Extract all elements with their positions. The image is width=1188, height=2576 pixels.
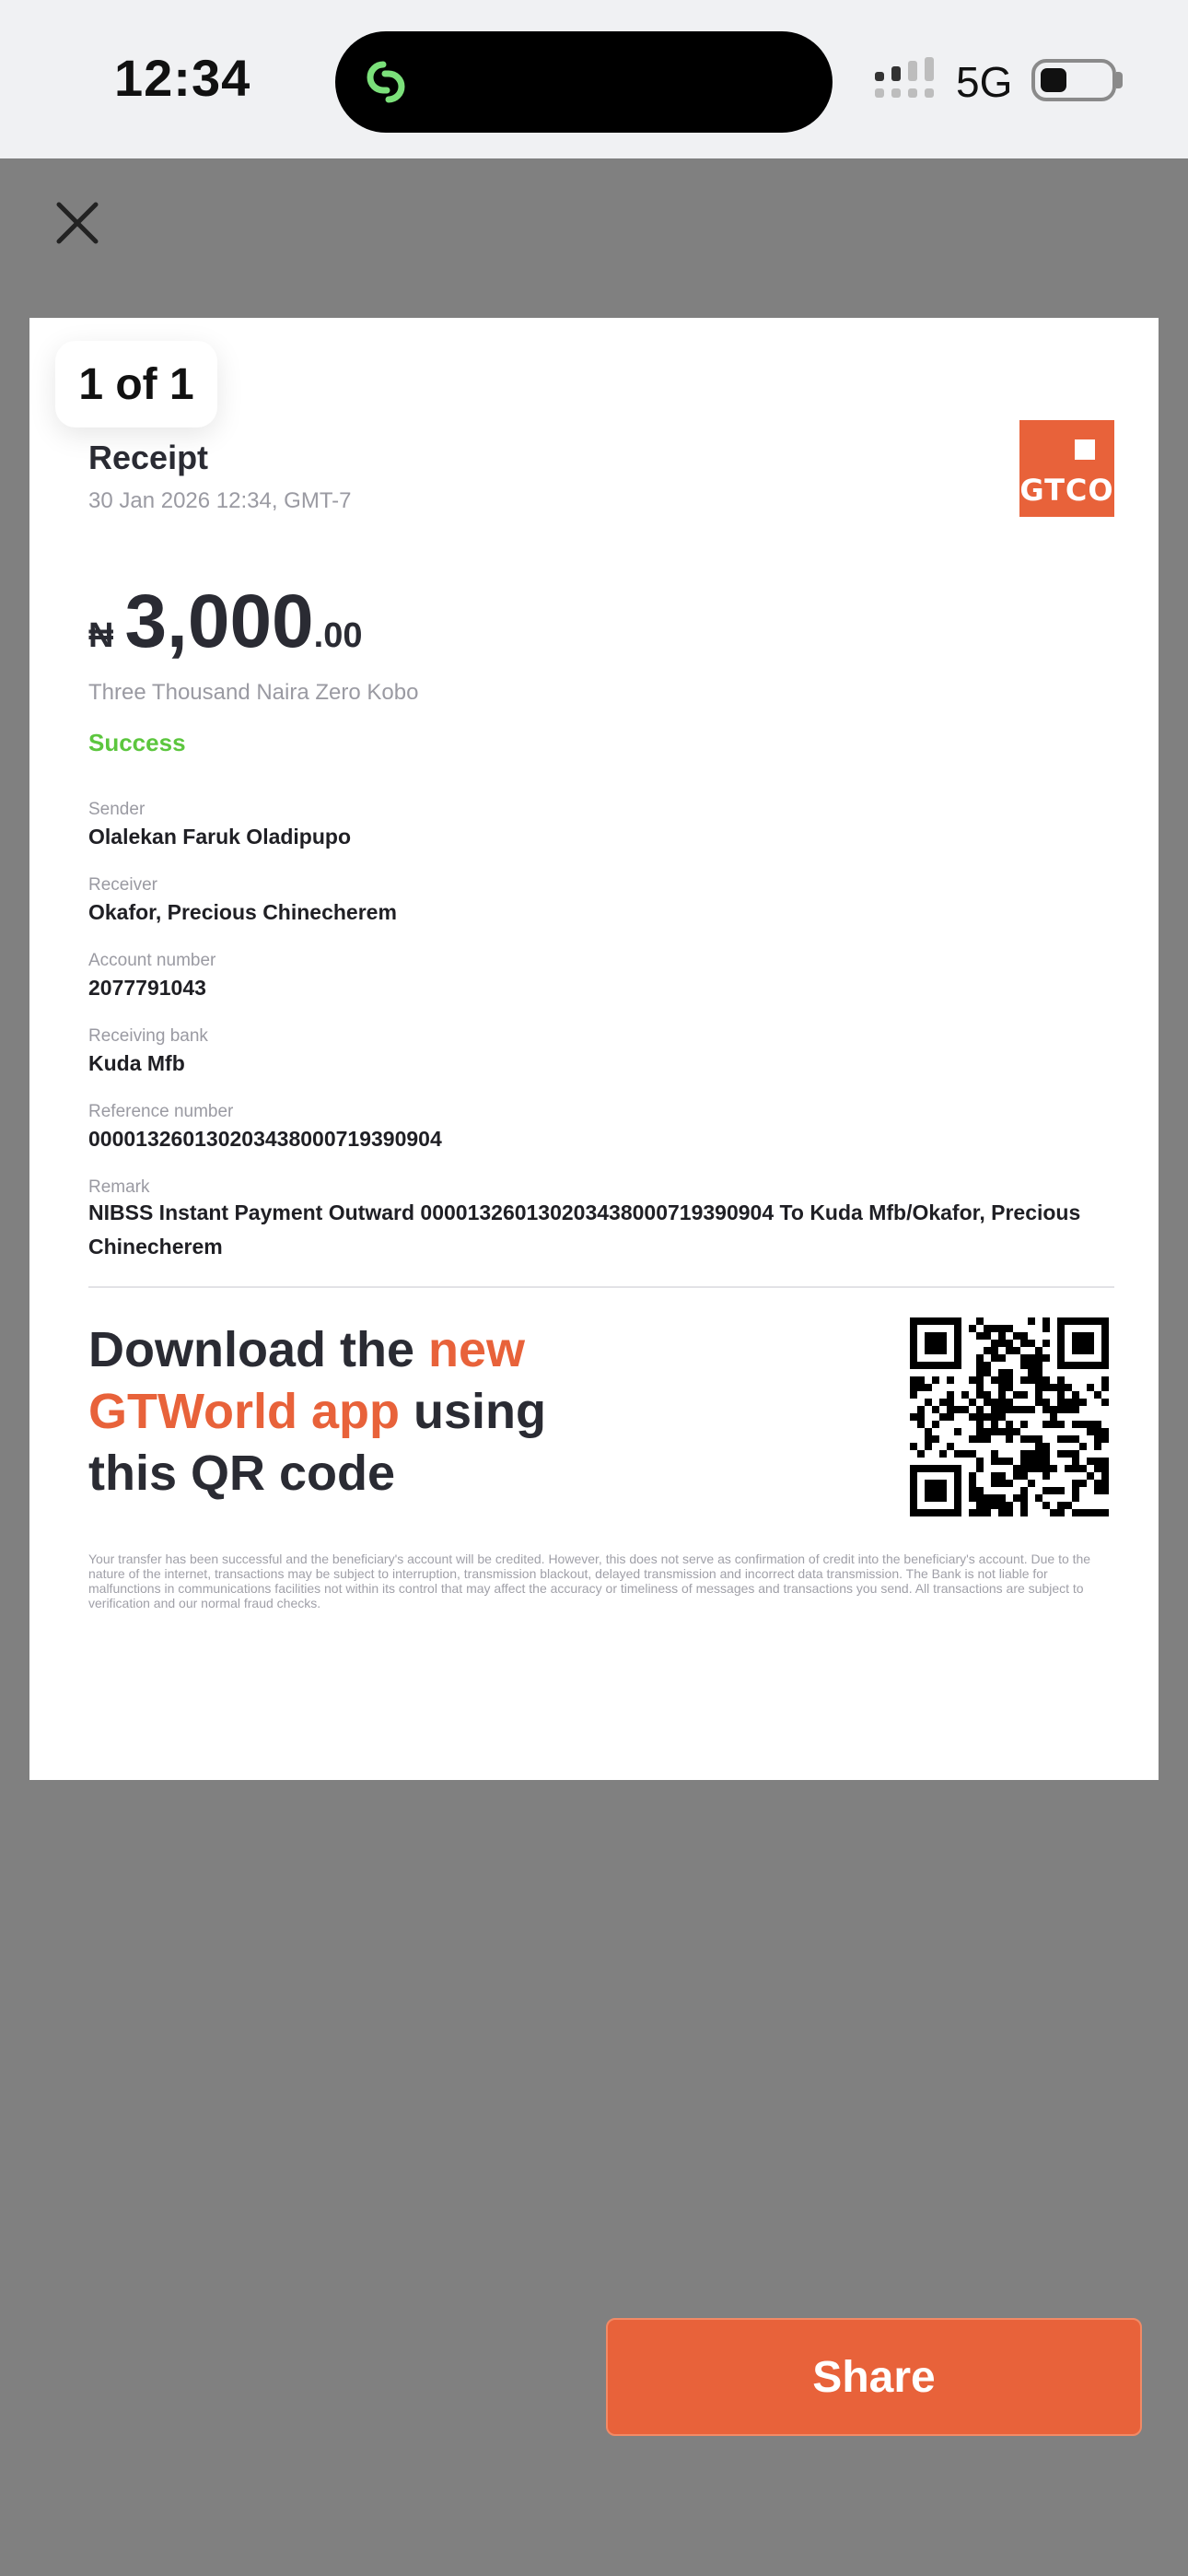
bank-logo-text: GTCO bbox=[1019, 473, 1114, 508]
promo-part1: Download the bbox=[88, 1322, 428, 1377]
remark-value: NIBSS Instant Payment Outward 000013260130203438000719390904 To Kuda Mfb/Okafor, Precious Chinecherem bbox=[88, 1200, 1081, 1259]
promo-accent-new: new bbox=[427, 1322, 526, 1377]
promo-text bbox=[88, 1319, 715, 1505]
reference-number-value: 000013260130203438000719390904 bbox=[88, 1127, 442, 1151]
bank-logo bbox=[1019, 420, 1114, 517]
remark-label: Remark bbox=[88, 1177, 150, 1197]
promo-part2: using bbox=[399, 1384, 546, 1439]
divider bbox=[88, 1286, 1114, 1288]
disclaimer: Your transfer has been successful and the beneficiary's account will be credited. However, this does not serve as confirmation of credit into the beneficiary's account. Due to the nature of the internet, transactions may be subject to interruption, transmission blackout, delayed transmission and incorrect data transmission. The Bank is not liable for malfunctions in communications facilities not within its control that may affect the accuracy or timeliness of messages and transactions you send. All transactions are subject to verification and our normal fraud checks. bbox=[88, 1551, 1091, 1610]
dynamic-island bbox=[335, 31, 833, 133]
account-number-label: Account number bbox=[88, 951, 216, 970]
signal-icon bbox=[875, 57, 939, 100]
receiving-bank-value: Kuda Mfb bbox=[88, 1051, 185, 1075]
reference-number-label: Reference number bbox=[88, 1102, 234, 1121]
currency-symbol: ₦ bbox=[88, 616, 114, 655]
qr-code bbox=[910, 1317, 1109, 1516]
receiving-bank-label: Receiving bank bbox=[88, 1026, 208, 1046]
close-icon[interactable] bbox=[55, 201, 99, 245]
network-type: 5G bbox=[956, 58, 1013, 106]
amount-whole: 3,000 bbox=[124, 580, 314, 663]
page-indicator: 1 of 1 bbox=[55, 341, 217, 427]
amount-words: Three Thousand Naira Zero Kobo bbox=[88, 680, 419, 705]
account-number-value: 2077791043 bbox=[88, 976, 206, 1000]
amount-decimal: .00 bbox=[313, 616, 363, 655]
logo-square bbox=[1075, 439, 1095, 460]
amount bbox=[88, 579, 362, 665]
status-bar bbox=[0, 0, 1188, 158]
share-button[interactable]: Share bbox=[606, 2318, 1142, 2436]
sender-label: Sender bbox=[88, 800, 146, 819]
battery-level bbox=[1041, 68, 1066, 92]
promo-accent-app: GTWorld app bbox=[88, 1384, 400, 1439]
link-icon bbox=[355, 52, 416, 112]
receiver-label: Receiver bbox=[88, 875, 157, 895]
receipt-title: Receipt bbox=[88, 439, 209, 476]
status-badge: Success bbox=[88, 729, 186, 756]
sender-value: Olalekan Faruk Oladipupo bbox=[88, 825, 352, 849]
status-time: 12:34 bbox=[114, 49, 251, 107]
battery-icon bbox=[1031, 59, 1116, 101]
promo-part3: this QR code bbox=[88, 1446, 396, 1501]
receipt-date: 30 Jan 2026 12:34, GMT-7 bbox=[88, 488, 352, 513]
battery-tip bbox=[1116, 72, 1123, 88]
receiver-value: Okafor, Precious Chinecherem bbox=[88, 900, 397, 924]
